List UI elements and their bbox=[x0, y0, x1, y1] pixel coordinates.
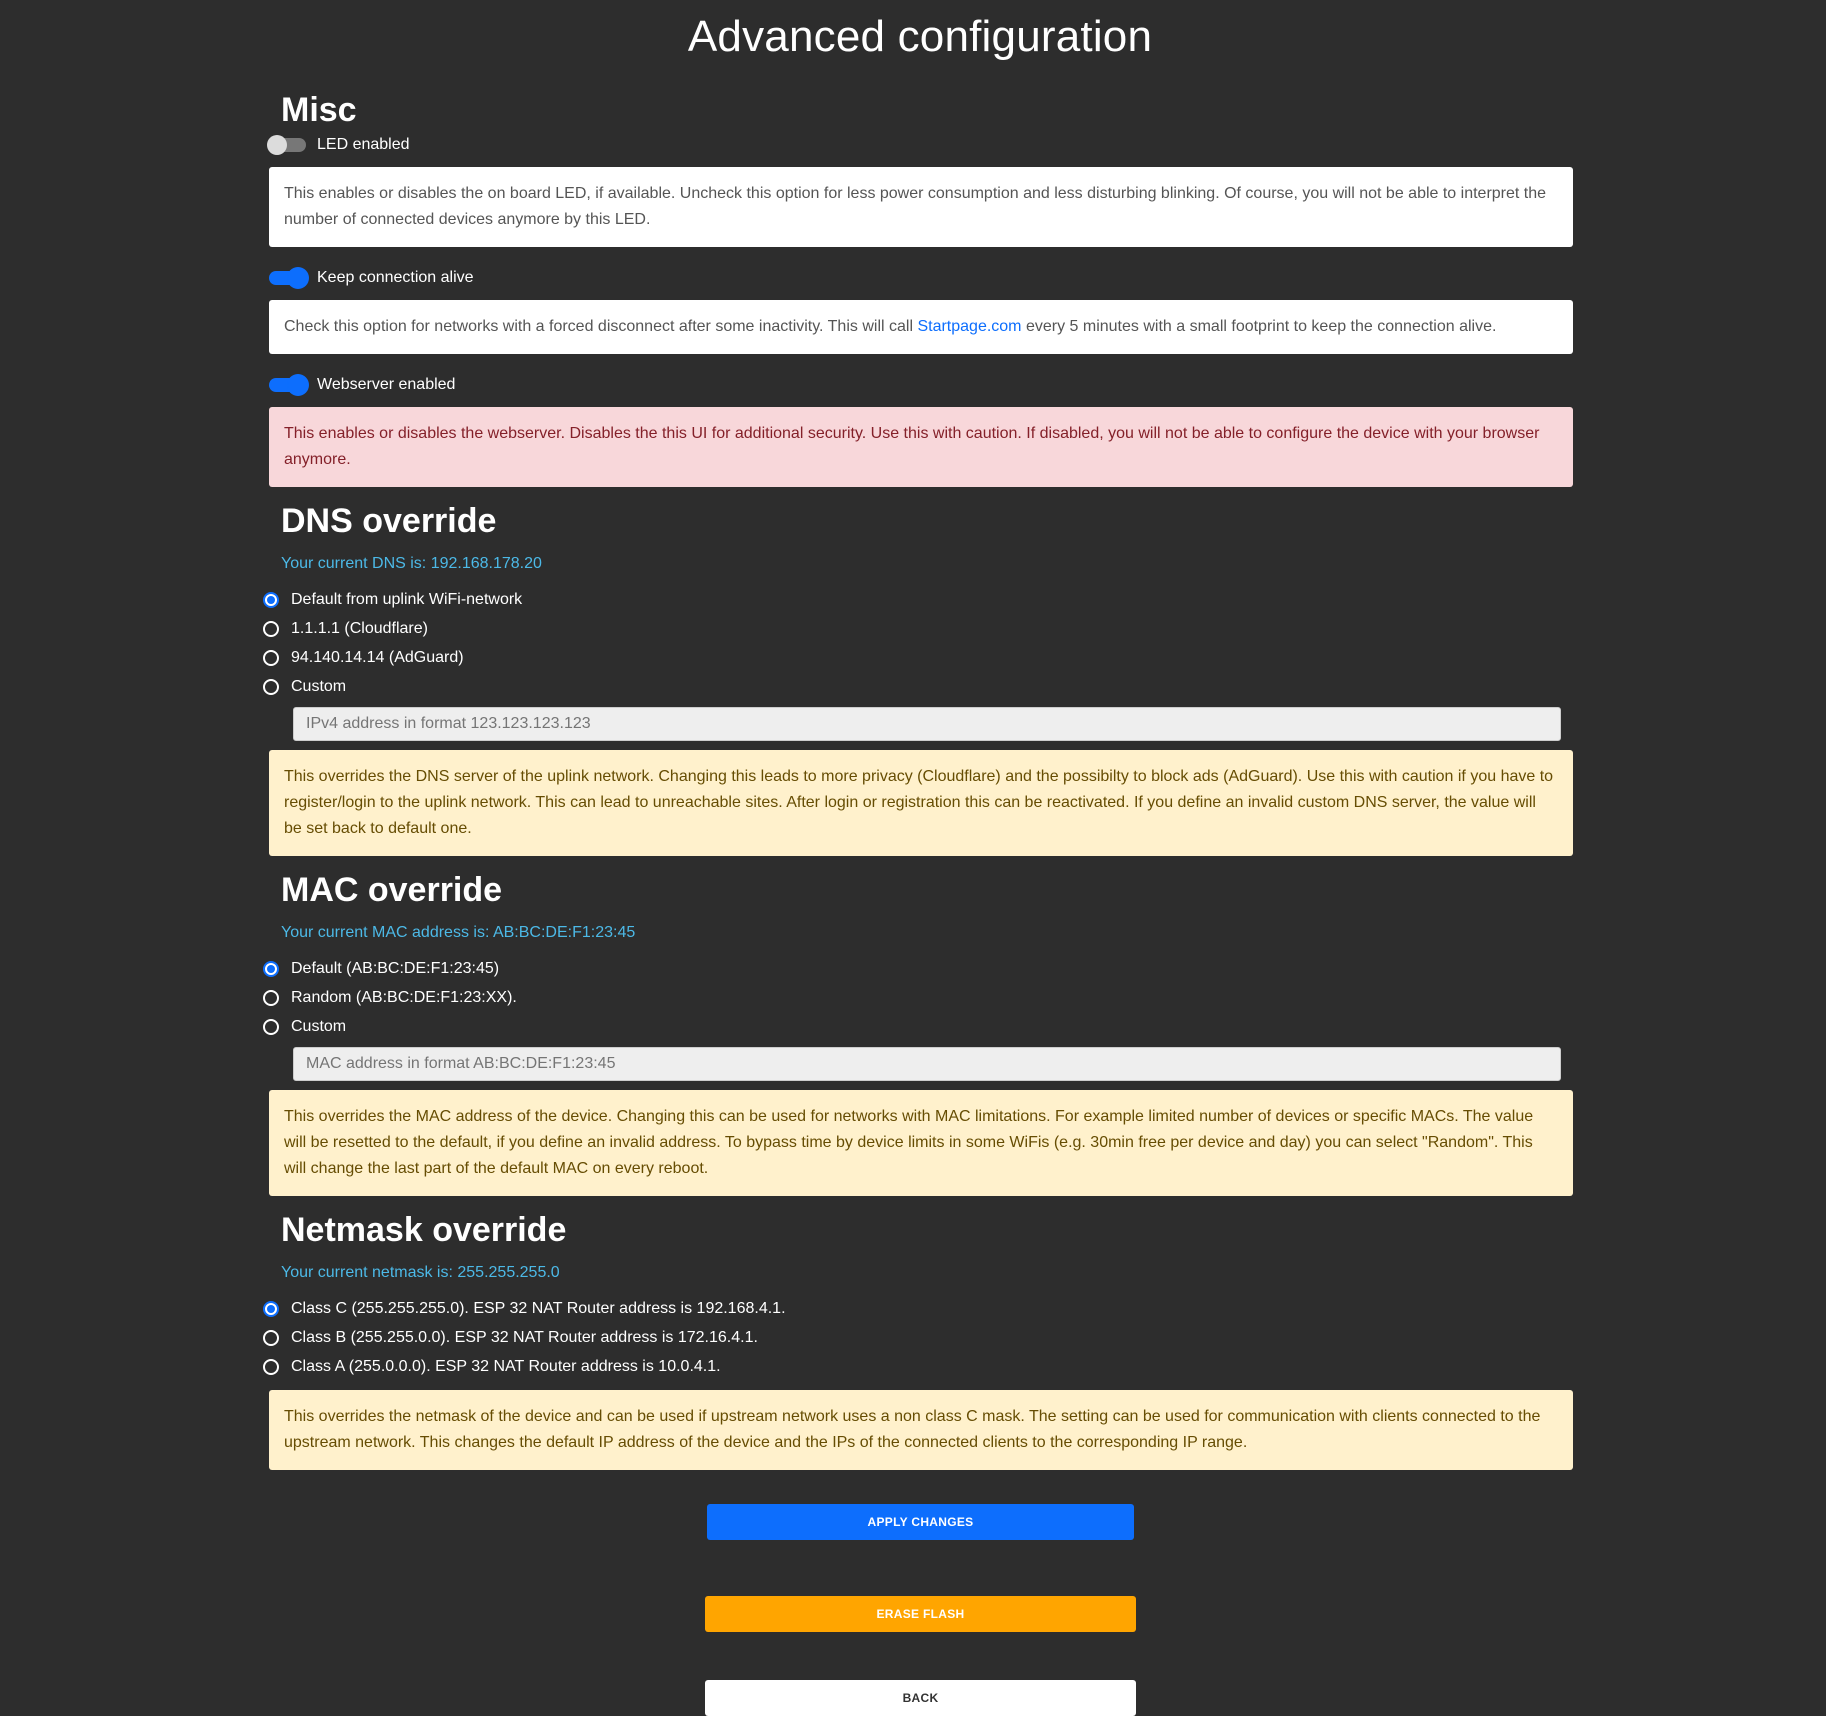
radio-label[interactable]: Class C (255.255.255.0). ESP 32 NAT Router address is 192.168.4.1. bbox=[291, 1299, 786, 1317]
back-button[interactable]: BACK bbox=[705, 1680, 1136, 1716]
current-mac: Your current MAC address is: AB:BC:DE:F1:23:45 bbox=[281, 924, 636, 941]
keepalive-toggle-switch[interactable] bbox=[269, 271, 306, 285]
radio-label[interactable]: Custom bbox=[291, 1017, 347, 1035]
toggle-knob bbox=[288, 375, 308, 395]
netmask-section bbox=[269, 1210, 1573, 1470]
radio-button[interactable] bbox=[263, 592, 279, 608]
keepalive-toggle-label[interactable]: Keep connection alive bbox=[317, 269, 474, 286]
radio-label[interactable]: Custom bbox=[291, 677, 347, 695]
mac-option-default[interactable] bbox=[263, 954, 1573, 983]
netmask-option-class-a[interactable] bbox=[263, 1352, 1573, 1381]
radio-button[interactable] bbox=[263, 1359, 279, 1375]
erase-flash-button[interactable]: ERASE FLASH bbox=[705, 1596, 1136, 1632]
keepalive-info-text-after: every 5 minutes with a small footprint to keep the connection alive. bbox=[1021, 318, 1497, 335]
webserver-toggle-label[interactable]: Webserver enabled bbox=[317, 376, 456, 393]
dns-title: DNS override bbox=[281, 502, 497, 540]
led-toggle-switch[interactable] bbox=[269, 138, 306, 152]
led-info-box: This enables or disables the on board LED, if available. Uncheck this option for less power consumption and less disturbing blinking. Of course, you will not be able to interpret the number of connected devices anymore by this LED. bbox=[269, 167, 1573, 247]
led-toggle-label[interactable]: LED enabled bbox=[317, 136, 410, 153]
current-netmask: Your current netmask is: 255.255.255.0 bbox=[281, 1264, 560, 1281]
dns-option-cloudflare[interactable] bbox=[263, 614, 1573, 643]
toggle-knob bbox=[267, 135, 287, 155]
radio-button[interactable] bbox=[263, 621, 279, 637]
startpage-link[interactable]: Startpage.com bbox=[917, 318, 1022, 335]
radio-button[interactable] bbox=[263, 1019, 279, 1035]
dns-option-default[interactable] bbox=[263, 585, 1573, 614]
misc-title: Misc bbox=[281, 91, 357, 129]
webserver-toggle-row bbox=[269, 372, 1573, 398]
netmask-option-class-b[interactable] bbox=[263, 1323, 1573, 1352]
radio-button[interactable] bbox=[263, 679, 279, 695]
radio-label[interactable]: Class B (255.255.0.0). ESP 32 NAT Router address is 172.16.4.1. bbox=[291, 1328, 758, 1346]
netmask-title: Netmask override bbox=[281, 1211, 567, 1249]
custom-dns-input[interactable] bbox=[293, 707, 1561, 741]
config-form bbox=[269, 90, 1573, 1470]
radio-button[interactable] bbox=[263, 961, 279, 977]
radio-label[interactable]: 1.1.1.1 (Cloudflare) bbox=[291, 619, 428, 637]
keepalive-info-box bbox=[269, 300, 1573, 354]
radio-label[interactable]: Default (AB:BC:DE:F1:23:45) bbox=[291, 959, 500, 977]
current-dns: Your current DNS is: 192.168.178.20 bbox=[281, 555, 542, 572]
mac-section bbox=[269, 870, 1573, 1196]
mac-option-custom[interactable] bbox=[263, 1012, 1573, 1041]
webserver-toggle-switch[interactable] bbox=[269, 378, 306, 392]
dns-info-box: This overrides the DNS server of the uplink network. Changing this leads to more privacy (Cloudflare) and the possibilty to block ads (AdGuard). Use this with caution if you have to register/login to the uplink network. This can lead to unreachable sites. After login or registration this can be reactivated. If you define an invalid custom DNS server, the value will be set back to default one. bbox=[269, 750, 1573, 856]
radio-label[interactable]: Random (AB:BC:DE:F1:23:XX). bbox=[291, 988, 517, 1006]
mac-title: MAC override bbox=[281, 871, 503, 909]
radio-button[interactable] bbox=[263, 990, 279, 1006]
netmask-info-box: This overrides the netmask of the device and can be used if upstream network uses a non class C mask. The setting can be used for communication with clients connected to the upstream network. This changes the default IP address of the device and the IPs of the connected clients to the corresponding IP range. bbox=[269, 1390, 1573, 1470]
webserver-warning-box: This enables or disables the webserver. Disables the this UI for additional security. Use this with caution. If disabled, you will not be able to configure the device with your browser anymore. bbox=[269, 407, 1573, 487]
radio-button[interactable] bbox=[263, 1330, 279, 1346]
dns-option-custom[interactable] bbox=[263, 672, 1573, 701]
radio-label[interactable]: 94.140.14.14 (AdGuard) bbox=[291, 648, 464, 666]
page-title: Advanced configuration bbox=[687, 12, 1153, 61]
dns-section bbox=[269, 501, 1573, 856]
keepalive-toggle-row bbox=[269, 265, 1573, 291]
radio-button[interactable] bbox=[263, 1301, 279, 1317]
mac-option-random[interactable] bbox=[263, 983, 1573, 1012]
led-toggle-row bbox=[269, 132, 1573, 158]
radio-label[interactable]: Default from uplink WiFi-network bbox=[291, 590, 523, 608]
custom-mac-input[interactable] bbox=[293, 1047, 1561, 1081]
misc-section bbox=[269, 90, 1573, 487]
mac-info-box: This overrides the MAC address of the device. Changing this can be used for networks with MAC limitations. For example limited number of devices or specific MACs. The value will be resetted to the default, if you define an invalid address. To bypass time by device limits in some WiFis (e.g. 30min free per device and day) you can select "Random". This will change the last part of the default MAC on every reboot. bbox=[269, 1090, 1573, 1196]
radio-button[interactable] bbox=[263, 650, 279, 666]
keepalive-info-text-before: Check this option for networks with a forced disconnect after some inactivity. This will call bbox=[284, 318, 918, 335]
apply-changes-button[interactable]: APPLY CHANGES bbox=[707, 1504, 1134, 1540]
toggle-knob bbox=[288, 268, 308, 288]
netmask-option-class-c[interactable] bbox=[263, 1294, 1573, 1323]
dns-option-adguard[interactable] bbox=[263, 643, 1573, 672]
radio-label[interactable]: Class A (255.0.0.0). ESP 32 NAT Router address is 10.0.4.1. bbox=[291, 1357, 721, 1375]
